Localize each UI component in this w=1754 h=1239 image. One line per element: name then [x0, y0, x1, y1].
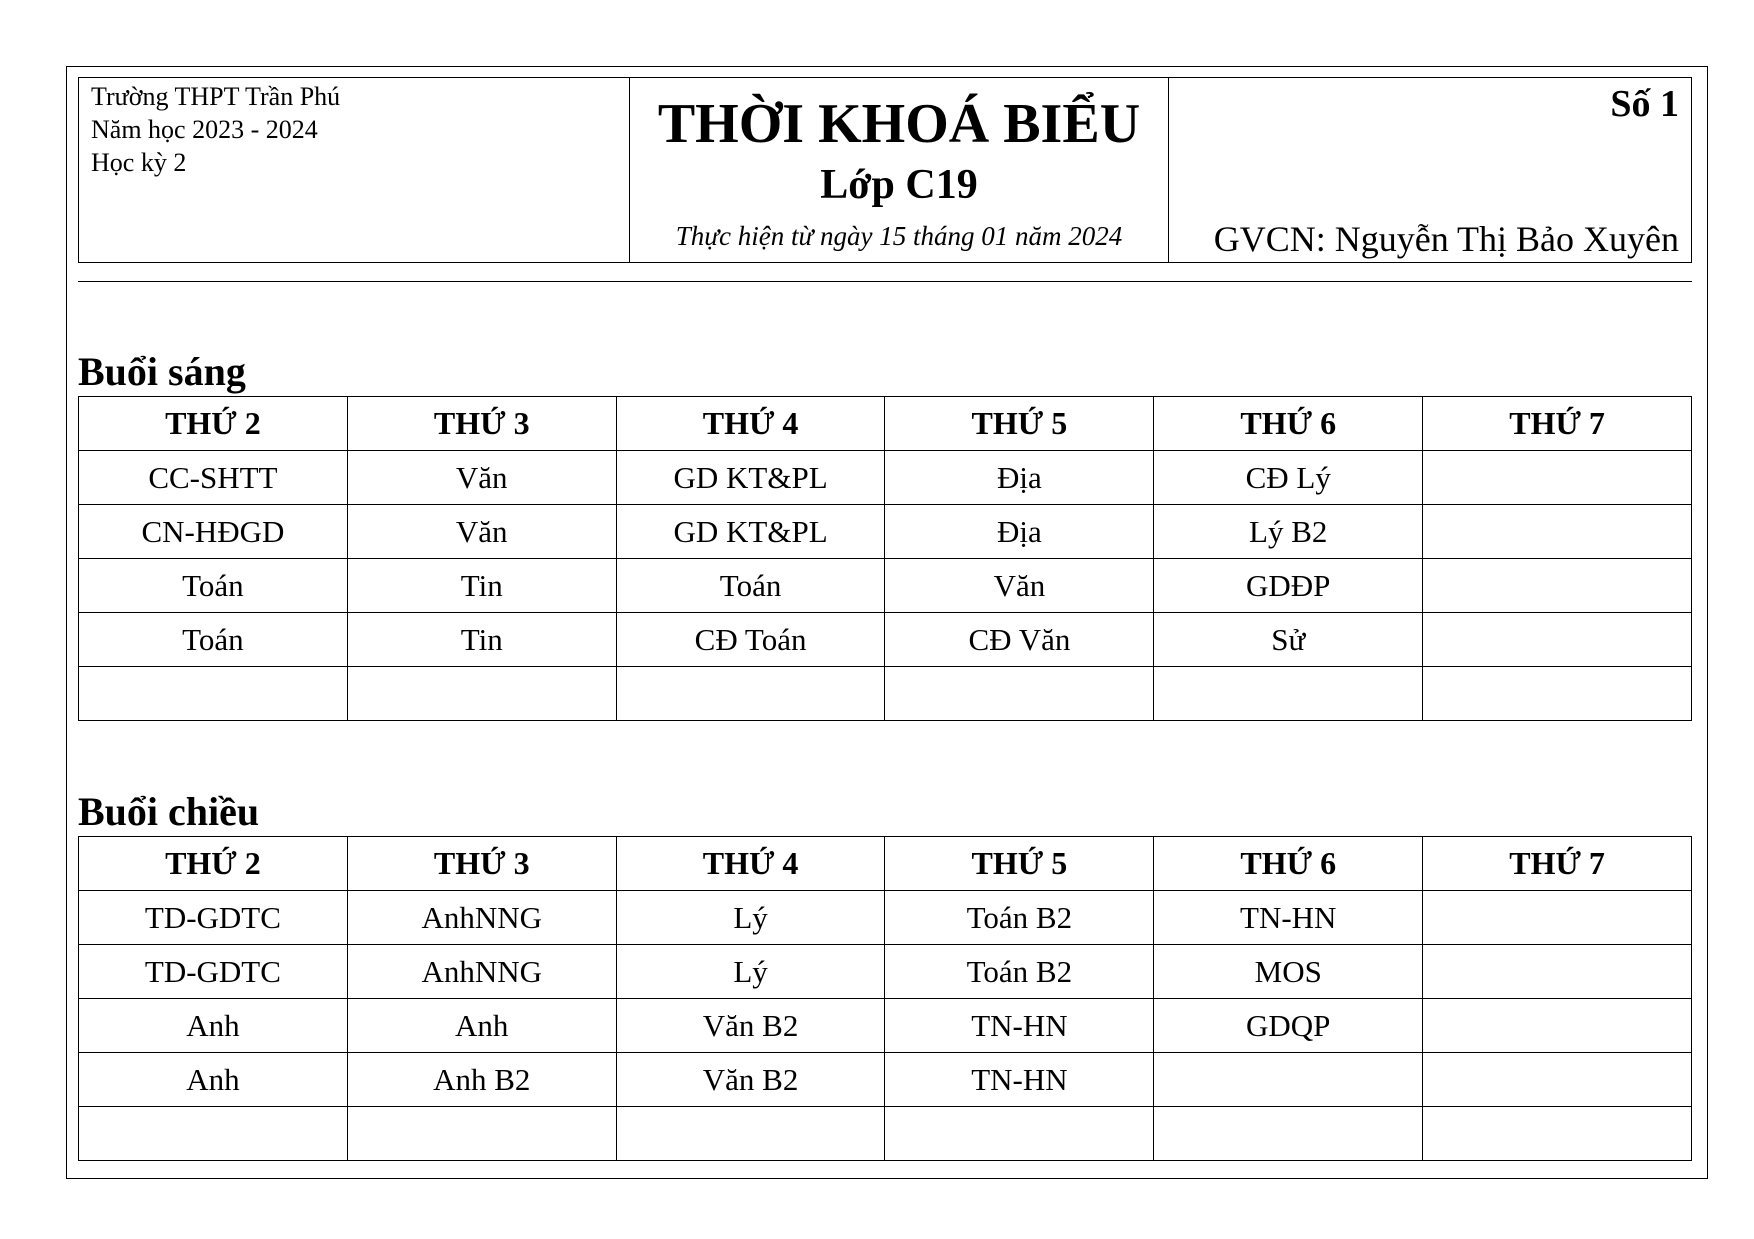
- subject-cell: Lý B2: [1154, 505, 1423, 559]
- subject-cell: [1423, 999, 1692, 1053]
- subject-cell: TD-GDTC: [79, 891, 348, 945]
- homeroom-teacher: GVCN: Nguyễn Thị Bảo Xuyên: [1213, 219, 1679, 259]
- subject-cell: Anh: [79, 999, 348, 1053]
- afternoon-session-title: Buổi chiều: [78, 789, 260, 834]
- semester: Học kỳ 2: [91, 148, 187, 177]
- day-header: THỨ 5: [885, 397, 1154, 451]
- subject-cell: Anh: [347, 999, 616, 1053]
- subject-cell: [1423, 613, 1692, 667]
- subject-cell: Toán: [79, 559, 348, 613]
- day-header-row: [79, 397, 1692, 451]
- subject-cell: Anh B2: [347, 1053, 616, 1107]
- subject-cell: Toán: [79, 613, 348, 667]
- afternoon-timetable: [78, 836, 1692, 1161]
- day-header: THỨ 6: [1154, 837, 1423, 891]
- subject-cell: [1423, 1107, 1692, 1161]
- subject-cell: CC-SHTT: [79, 451, 348, 505]
- subject-cell: [1154, 1053, 1423, 1107]
- morning-session-title: Buổi sáng: [78, 349, 246, 394]
- subject-cell: [885, 667, 1154, 721]
- subject-cell: MOS: [1154, 945, 1423, 999]
- day-header: THỨ 7: [1423, 837, 1692, 891]
- day-header-row: [79, 837, 1692, 891]
- day-header: THỨ 3: [347, 397, 616, 451]
- period-row: [79, 945, 1692, 999]
- period-row: [79, 559, 1692, 613]
- subject-cell: [79, 667, 348, 721]
- day-header: THỨ 4: [616, 837, 885, 891]
- subject-cell: [347, 1107, 616, 1161]
- day-header: THỨ 2: [79, 837, 348, 891]
- subject-cell: AnhNNG: [347, 891, 616, 945]
- subject-cell: TD-GDTC: [79, 945, 348, 999]
- sheet-number: Số 1: [1610, 83, 1679, 125]
- day-header: THỨ 5: [885, 837, 1154, 891]
- subject-cell: Toán B2: [885, 891, 1154, 945]
- subject-cell: TN-HN: [1154, 891, 1423, 945]
- subject-cell: Sử: [1154, 613, 1423, 667]
- subject-cell: GDQP: [1154, 999, 1423, 1053]
- subject-cell: Toán: [616, 559, 885, 613]
- class-name: Lớp C19: [820, 162, 978, 208]
- subject-cell: Địa: [885, 505, 1154, 559]
- header-divider: [78, 281, 1692, 282]
- period-row: [79, 667, 1692, 721]
- subject-cell: [1423, 505, 1692, 559]
- subject-cell: [885, 1107, 1154, 1161]
- subject-cell: GD KT&PL: [616, 505, 885, 559]
- subject-cell: Văn: [347, 451, 616, 505]
- day-header: THỨ 6: [1154, 397, 1423, 451]
- subject-cell: [1154, 667, 1423, 721]
- day-header: THỨ 4: [616, 397, 885, 451]
- effective-date: Thực hiện từ ngày 15 tháng 01 năm 2024: [675, 221, 1123, 251]
- subject-cell: [79, 1107, 348, 1161]
- subject-cell: CĐ Văn: [885, 613, 1154, 667]
- subject-cell: CN-HĐGD: [79, 505, 348, 559]
- subject-cell: [1423, 945, 1692, 999]
- subject-cell: Lý: [616, 891, 885, 945]
- subject-cell: [1423, 891, 1692, 945]
- period-row: [79, 891, 1692, 945]
- title-block: [630, 78, 1169, 263]
- header-table: [78, 77, 1692, 263]
- school-info: [79, 78, 630, 263]
- subject-cell: GDĐP: [1154, 559, 1423, 613]
- subject-cell: Tin: [347, 559, 616, 613]
- subject-cell: GD KT&PL: [616, 451, 885, 505]
- subject-cell: [1423, 667, 1692, 721]
- period-row: [79, 1053, 1692, 1107]
- period-row: [79, 505, 1692, 559]
- period-row: [79, 999, 1692, 1053]
- day-header: THỨ 2: [79, 397, 348, 451]
- subject-cell: [1423, 451, 1692, 505]
- school-year: Năm học 2023 - 2024: [91, 115, 318, 144]
- subject-cell: Văn B2: [616, 999, 885, 1053]
- subject-cell: CĐ Toán: [616, 613, 885, 667]
- subject-cell: TN-HN: [885, 1053, 1154, 1107]
- subject-cell: [616, 667, 885, 721]
- subject-cell: Văn: [885, 559, 1154, 613]
- subject-cell: Địa: [885, 451, 1154, 505]
- subject-cell: Tin: [347, 613, 616, 667]
- subject-cell: Toán B2: [885, 945, 1154, 999]
- period-row: [79, 451, 1692, 505]
- subject-cell: [347, 667, 616, 721]
- subject-cell: Lý: [616, 945, 885, 999]
- sheet-info: [1169, 78, 1692, 263]
- subject-cell: [1423, 1053, 1692, 1107]
- subject-cell: TN-HN: [885, 999, 1154, 1053]
- subject-cell: Văn B2: [616, 1053, 885, 1107]
- subject-cell: CĐ Lý: [1154, 451, 1423, 505]
- morning-timetable: [78, 396, 1692, 721]
- day-header: THỨ 3: [347, 837, 616, 891]
- period-row: [79, 613, 1692, 667]
- subject-cell: Văn: [347, 505, 616, 559]
- document-title: THỜI KHOÁ BIỂU: [657, 93, 1141, 155]
- subject-cell: [1154, 1107, 1423, 1161]
- subject-cell: [1423, 559, 1692, 613]
- school-name: Trường THPT Trần Phú: [91, 82, 341, 111]
- subject-cell: [616, 1107, 885, 1161]
- subject-cell: Anh: [79, 1053, 348, 1107]
- subject-cell: AnhNNG: [347, 945, 616, 999]
- day-header: THỨ 7: [1423, 397, 1692, 451]
- period-row: [79, 1107, 1692, 1161]
